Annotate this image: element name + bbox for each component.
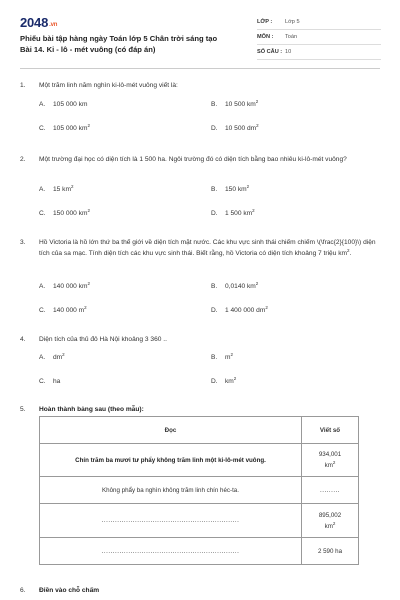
option-superscript: 2 [84,305,87,310]
option-letter: C. [39,125,46,132]
header-write: Viết số [302,417,359,444]
option-c[interactable] [39,307,87,314]
meta-box [257,15,381,60]
table-row [40,538,359,565]
question-number: 2. [20,156,26,163]
option-superscript: 2 [87,281,90,286]
logo[interactable] [20,15,57,30]
write-cell [302,444,359,477]
question-number: 1. [20,82,26,89]
table-header-row [40,417,359,444]
option-text: 1 400 000 dm [225,307,266,314]
question-2 [20,154,382,165]
question-number: 6. [20,587,26,594]
logo-text: 2048 [20,15,49,30]
option-text: 1 500 km [225,210,253,217]
header-read: Đọc [40,417,302,444]
option-d[interactable] [211,125,259,132]
question-stem [39,237,382,259]
question-number: 5. [20,406,26,413]
write-superscript: 2 [332,520,336,526]
option-text: dm [53,354,63,361]
option-c[interactable] [39,125,90,132]
question-stem-text: Hồ Victoria là hồ lớn thứ ba thế giới về diện tích mặt nước. Các khu vực sinh thái chiếm chiếm \(\frac{2}{100}\) diện tích của sa mạc. Tính diện tích các khu vực sinh thái. Biết rằng, hồ Victoria có diện tích khoảng 7 triệu km [39,239,376,257]
question-3 [20,237,382,259]
meta-row-count [257,45,381,60]
table-row [40,477,359,504]
option-b[interactable] [211,101,258,108]
write-unit: km [324,462,333,469]
option-letter: C. [39,210,46,217]
question-stem: Diện tích của thủ đô Hà Nội khoảng 3 360 .. [39,336,167,343]
meta-row-subject [257,30,381,45]
option-text: m [225,354,231,361]
option-b[interactable] [211,186,249,193]
option-letter: A. [39,283,46,290]
option-text: 10 500 dm [225,125,257,132]
worksheet-title: Phiếu bài tập hàng ngày Toán lớp 5 Chân trời sáng tạo Bài 14. Ki - lô - mét vuông (có đáp án) [20,34,218,54]
write-cell-blank[interactable]: ......... [302,477,359,504]
option-letter: D. [211,210,218,217]
meta-value: 10 [285,49,292,55]
question-stem: Hoàn thành bảng sau (theo mẫu): [39,406,144,413]
option-superscript: 2 [62,352,65,357]
option-letter: B. [211,283,218,290]
option-d[interactable] [211,307,268,314]
option-text: ha [53,378,61,385]
write-value: 934,001 [318,451,342,458]
meta-value: Toán [285,34,298,40]
option-superscript: 2 [255,281,259,286]
option-superscript: 2 [87,208,90,213]
write-unit: km [324,522,333,530]
question-stem: Điền vào chỗ chấm [39,587,100,594]
option-superscript: 2 [233,376,237,381]
read-cell: Chín trăm ba mươi tư phẩy không trăm linh một ki-lô-mét vuông. [40,444,302,477]
option-c[interactable] [39,210,90,217]
option-a[interactable] [39,101,87,108]
option-a[interactable] [39,186,73,193]
option-d[interactable] [211,378,236,385]
meta-label: SỐ CÂU : [257,49,283,55]
question-4 [20,334,382,345]
option-letter: B. [211,354,218,361]
stem-superscript: 2 [347,248,350,253]
option-letter: A. [39,354,46,361]
option-d[interactable] [211,210,255,217]
option-text: 150 000 km [53,210,88,217]
option-letter: D. [211,307,218,314]
option-text: 140 000 km [53,283,88,290]
option-b[interactable] [211,283,258,290]
meta-label: LỚP : [257,19,273,25]
question-5 [20,404,382,415]
table-row [40,444,359,477]
option-text: 105 000 km [53,125,88,132]
question-number: 3. [20,239,26,246]
logo-suffix: .vn [49,22,58,28]
option-superscript: 2 [70,184,74,189]
option-superscript: 2 [87,123,90,128]
option-letter: C. [39,307,46,314]
option-letter: A. [39,186,46,193]
read-cell-blank[interactable]: .............................................................. [40,538,302,565]
option-superscript: 2 [252,208,255,213]
option-a[interactable] [39,354,65,361]
read-cell: Không phẩy ba nghìn không trăm linh chín héc-ta. [40,477,302,504]
stem-end: . [349,250,352,257]
answer-table [39,416,359,565]
option-c[interactable] [39,378,60,385]
option-superscript: 2 [246,184,250,189]
option-letter: A. [39,101,46,108]
option-a[interactable] [39,283,90,290]
option-superscript: 2 [255,99,259,104]
option-letter: B. [211,186,218,193]
option-b[interactable] [211,354,233,361]
table-row [40,504,359,538]
meta-value: Lớp 5 [285,19,300,25]
option-text: 140 000 m [53,307,85,314]
option-letter: D. [211,378,218,385]
write-cell: 2 590 ha [302,538,359,565]
option-letter: C. [39,378,46,385]
meta-row-class [257,15,381,30]
option-superscript: 2 [265,305,268,310]
meta-label: MÔN : [257,34,274,40]
question-6 [20,585,382,596]
option-text: 105 000 km [53,101,88,108]
write-cell [302,504,359,538]
option-superscript: 2 [230,352,234,357]
question-1 [20,80,382,91]
option-text: 15 km [53,186,71,193]
write-value: 895,002 [318,511,342,519]
option-text: 0,0140 km [225,283,256,290]
header-divider [20,68,380,69]
question-stem: Một trường đại học có diện tích là 1 500 ha. Ngôi trường đó có diện tích bằng bao nhiêu ki-lô-mét vuông? [39,156,347,163]
option-text: 10 500 km [225,101,256,108]
option-text: km [225,378,234,385]
option-superscript: 2 [256,123,259,128]
option-letter: B. [211,101,218,108]
option-letter: D. [211,125,218,132]
read-cell-blank[interactable]: .............................................................. [40,504,302,538]
question-number: 4. [20,336,26,343]
write-superscript: 2 [332,460,336,465]
option-text: 150 km [225,186,247,193]
question-stem: Một trăm linh năm nghìn ki-lô-mét vuông viết là: [39,82,178,89]
